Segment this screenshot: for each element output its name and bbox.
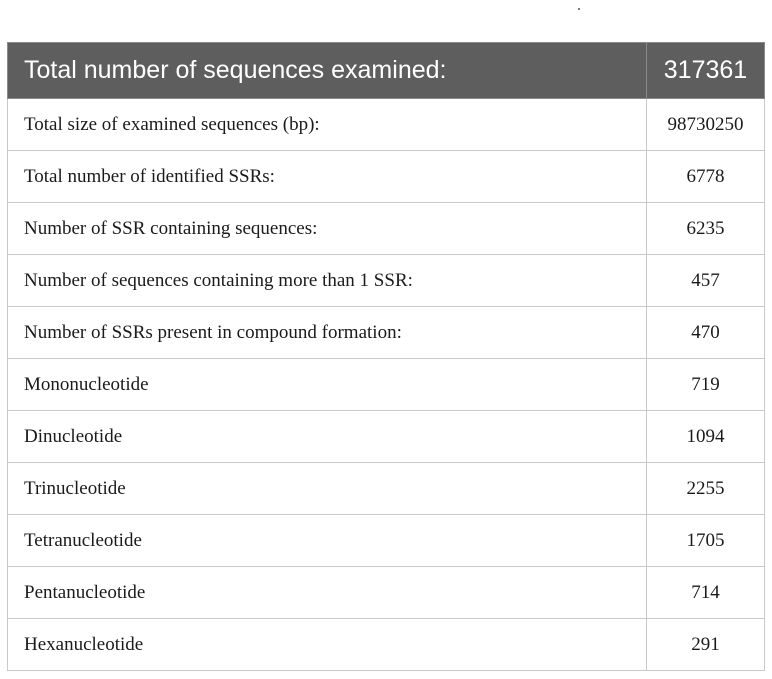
table-row <box>8 463 765 515</box>
table-row <box>8 515 765 567</box>
table-row <box>8 567 765 619</box>
row-label: Total number of identified SSRs: <box>8 151 647 203</box>
row-value: 1094 <box>647 411 765 463</box>
table-row <box>8 619 765 671</box>
table-row <box>8 151 765 203</box>
table-row <box>8 307 765 359</box>
row-label: Trinucleotide <box>8 463 647 515</box>
table-row <box>8 411 765 463</box>
row-label: Number of sequences containing more than 1 SSR: <box>8 255 647 307</box>
stray-dot <box>578 8 580 10</box>
row-value: 291 <box>647 619 765 671</box>
row-value: 2255 <box>647 463 765 515</box>
header-value: 317361 <box>647 43 765 99</box>
table-row <box>8 255 765 307</box>
row-value: 470 <box>647 307 765 359</box>
table-header-row <box>8 43 765 99</box>
row-label: Mononucleotide <box>8 359 647 411</box>
table-row <box>8 203 765 255</box>
row-label: Tetranucleotide <box>8 515 647 567</box>
row-label: Number of SSRs present in compound formation: <box>8 307 647 359</box>
row-label: Dinucleotide <box>8 411 647 463</box>
row-label: Hexanucleotide <box>8 619 647 671</box>
row-value: 98730250 <box>647 99 765 151</box>
ssr-summary-table <box>7 42 765 671</box>
row-value: 719 <box>647 359 765 411</box>
row-value: 457 <box>647 255 765 307</box>
row-value: 714 <box>647 567 765 619</box>
row-label: Pentanucleotide <box>8 567 647 619</box>
row-label: Number of SSR containing sequences: <box>8 203 647 255</box>
table-row <box>8 359 765 411</box>
table-row <box>8 99 765 151</box>
row-value: 6235 <box>647 203 765 255</box>
row-value: 1705 <box>647 515 765 567</box>
header-label: Total number of sequences examined: <box>8 43 647 99</box>
row-label: Total size of examined sequences (bp): <box>8 99 647 151</box>
row-value: 6778 <box>647 151 765 203</box>
